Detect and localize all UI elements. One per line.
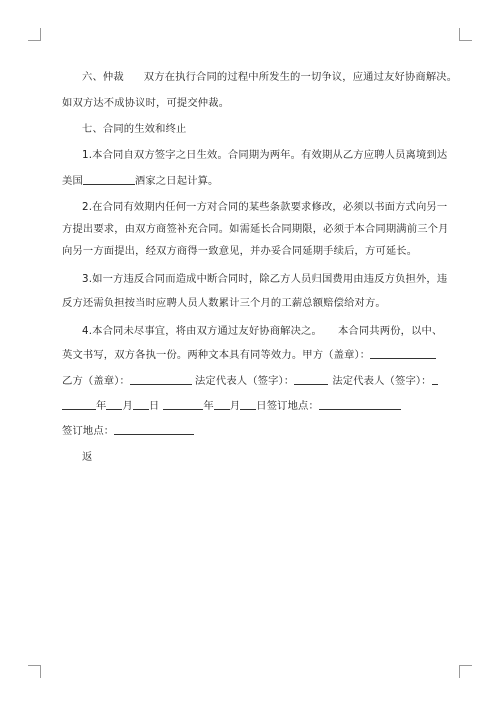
clause-2-line-1: 2.在合同有效期内任何一方对合同的某些条款要求修改，必须以书面方式向另一 [82, 201, 448, 213]
signing-place-label-1: 日签订地点： [256, 400, 319, 412]
clause-3-line-1: 3.如一方违反合同而造成中断合同时，除乙方人员归国费用由违反方负担外，违 [82, 273, 448, 285]
signing-place-label-2: 签订地点： [62, 425, 115, 437]
blank-day-1 [133, 399, 149, 410]
blank-legal-rep-2 [432, 374, 438, 385]
clause-4-text-a: 4.本合同未尽事宜，将由双方通过友好协商解决之。 [82, 325, 322, 337]
month-label-1: 月 [122, 400, 133, 412]
clause-3-line-2: 反方还需负担按当时应聘人员人数累计三个月的工薪总额赔偿给对方。 [62, 297, 386, 309]
corner-mark-top-right [459, 28, 472, 41]
day-label-1: 日 [148, 400, 160, 412]
clause-4-line-3 [62, 374, 438, 388]
blank-signing-place-2 [114, 424, 194, 435]
corner-mark-top-left [28, 28, 41, 41]
year-label-2: 年 [203, 400, 214, 412]
clause-4-line-1 [82, 324, 442, 338]
party-a-label: 英文书写，双方各执一份。两种文本具有同等效力。甲方（盖章）： [62, 349, 371, 361]
blank-signing-place-1 [319, 399, 401, 410]
blank-year-2 [163, 399, 203, 410]
section-6-text: 双方在执行合同的过程中所发生的一切争议，应通过友好协商解决。 [143, 71, 458, 83]
legal-rep-label-1: 法定代表人（签字）： [194, 375, 295, 387]
section-6-line-1 [82, 70, 457, 84]
legal-rep-label-2: 法定代表人（签字）： [332, 375, 432, 387]
blank-party-a-seal [370, 348, 436, 359]
blank-hotel-name [83, 174, 135, 185]
clause-1-text-a: 美国 [62, 175, 83, 187]
trailing-text: 返 [82, 451, 93, 463]
section-6-heading: 六、仲裁 [82, 71, 124, 83]
year-label-1: 年 [96, 400, 107, 412]
clause-4-line-5 [62, 424, 194, 438]
section-7-heading: 七、合同的生效和终止 [82, 123, 187, 135]
corner-mark-bottom-left [28, 665, 41, 678]
clause-1-line-2 [62, 174, 218, 188]
clause-2-line-2: 方提出要求，由双方商签补充合同。如需延长合同期限，必须于本合同期满前三个月 [62, 223, 449, 235]
blank-year-1 [62, 399, 96, 410]
blank-month-1 [106, 399, 122, 410]
clause-4-line-2 [62, 348, 436, 362]
clause-4-text-b: 本合同共两份，以中、 [337, 325, 443, 337]
clause-1-line-1: 1.本合同自双方签字之日生效。合同期为两年。有效期从乙方应聘人员离境到达 [82, 149, 448, 161]
section-6-line-2: 如双方达不成协议时，可提交仲裁。 [62, 97, 230, 109]
clause-2-line-3: 向另一方面提出，经双方商得一致意见，并办妥合同延期手续后，方可延长。 [62, 245, 418, 257]
blank-day-2 [240, 399, 256, 410]
clause-4-line-4 [62, 399, 401, 413]
corner-mark-bottom-right [459, 665, 472, 678]
blank-legal-rep-1 [294, 374, 328, 385]
party-b-label: 乙方（盖章）： [62, 375, 130, 387]
month-label-2: 月 [229, 400, 241, 412]
clause-1-text-b: 酒家之日起计算。 [134, 175, 219, 187]
blank-party-b-seal [130, 374, 192, 385]
blank-month-2 [214, 399, 230, 410]
